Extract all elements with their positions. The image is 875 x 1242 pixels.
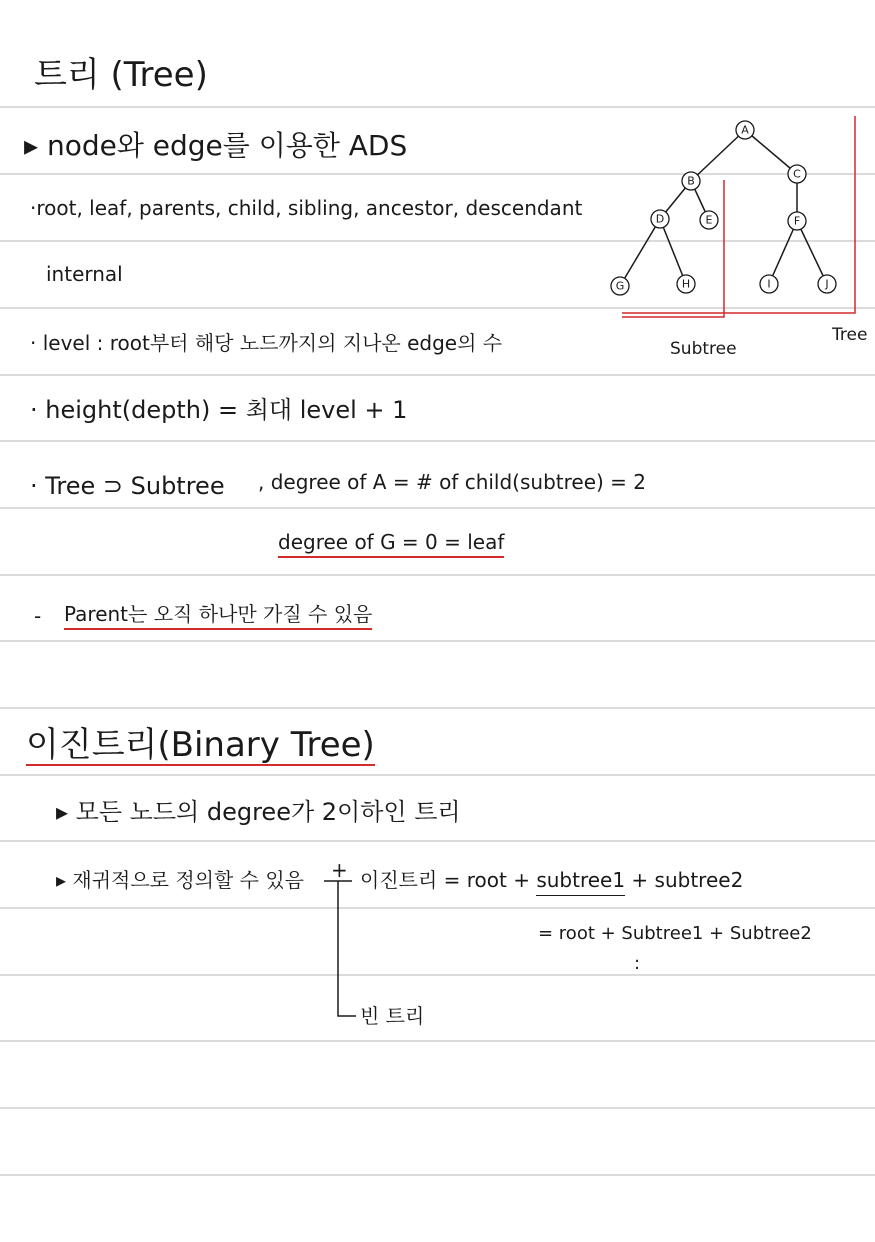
note-line-degree-a: , degree of A = # of child(subtree) = 2 bbox=[258, 470, 647, 494]
subtree-label: Subtree bbox=[670, 339, 737, 359]
node-label-h: H bbox=[681, 277, 691, 291]
node-label-i: I bbox=[767, 277, 771, 291]
continuation-dots: : bbox=[634, 953, 641, 974]
note-line-parent-dash: - bbox=[34, 604, 42, 628]
binary-def-line-a bbox=[360, 870, 743, 890]
note-line-degree-g: degree of G = 0 = leaf bbox=[278, 532, 504, 558]
edge-d-h bbox=[660, 219, 686, 284]
section-title-binary-tree: 이진트리(Binary Tree) bbox=[26, 725, 375, 765]
edge-f-j bbox=[797, 221, 827, 284]
page-title: 트리 (Tree) bbox=[34, 55, 208, 95]
binary-line-degree: ▸ 모든 노드의 degree가 2이하인 트리 bbox=[56, 798, 461, 826]
node-label-d: D bbox=[655, 212, 665, 226]
note-line-terms: ·root, leaf, parents, child, sibling, ancestor, descendant bbox=[30, 196, 583, 220]
note-line-tree-subtree: · Tree ⊃ Subtree bbox=[30, 472, 225, 500]
plus-sign: + bbox=[331, 858, 348, 882]
note-line-parent: Parent는 오직 하나만 가질 수 있음 bbox=[64, 604, 372, 630]
empty-tree-bracket bbox=[322, 868, 362, 1028]
empty-tree-label: 빈 트리 bbox=[360, 1004, 425, 1028]
node-label-e: E bbox=[705, 213, 713, 227]
note-line-level: · level : root부터 해당 노드까지의 지나온 edge의 수 bbox=[30, 331, 503, 355]
binary-def-part-a: 이진트리 = root + bbox=[360, 868, 537, 892]
tree-label: Tree bbox=[832, 325, 868, 345]
binary-def-line-b: = root + Subtree1 + Subtree2 bbox=[538, 923, 812, 944]
edge-a-b bbox=[691, 130, 745, 181]
binary-def-subtree1: subtree1 bbox=[536, 868, 625, 896]
edge-d-g bbox=[620, 219, 660, 286]
note-line-internal: internal bbox=[46, 262, 123, 286]
tree-diagram bbox=[600, 110, 875, 370]
subtree-bracket bbox=[622, 180, 724, 317]
note-line-height: · height(depth) = 최대 level + 1 bbox=[30, 396, 408, 424]
node-label-b: B bbox=[687, 174, 695, 188]
binary-line-recursive: ▸ 재귀적으로 정의할 수 있음 bbox=[56, 868, 304, 892]
node-label-c: C bbox=[793, 167, 801, 181]
note-line-node-edge: ▸ node와 edge를 이용한 ADS bbox=[24, 129, 408, 162]
node-label-g: G bbox=[615, 279, 625, 293]
edge-f-i bbox=[769, 221, 797, 284]
node-label-j: J bbox=[825, 277, 829, 291]
node-label-a: A bbox=[741, 123, 749, 137]
edge-a-c bbox=[745, 130, 797, 174]
node-label-f: F bbox=[793, 214, 801, 228]
binary-def-part-c: + subtree2 bbox=[625, 868, 744, 892]
